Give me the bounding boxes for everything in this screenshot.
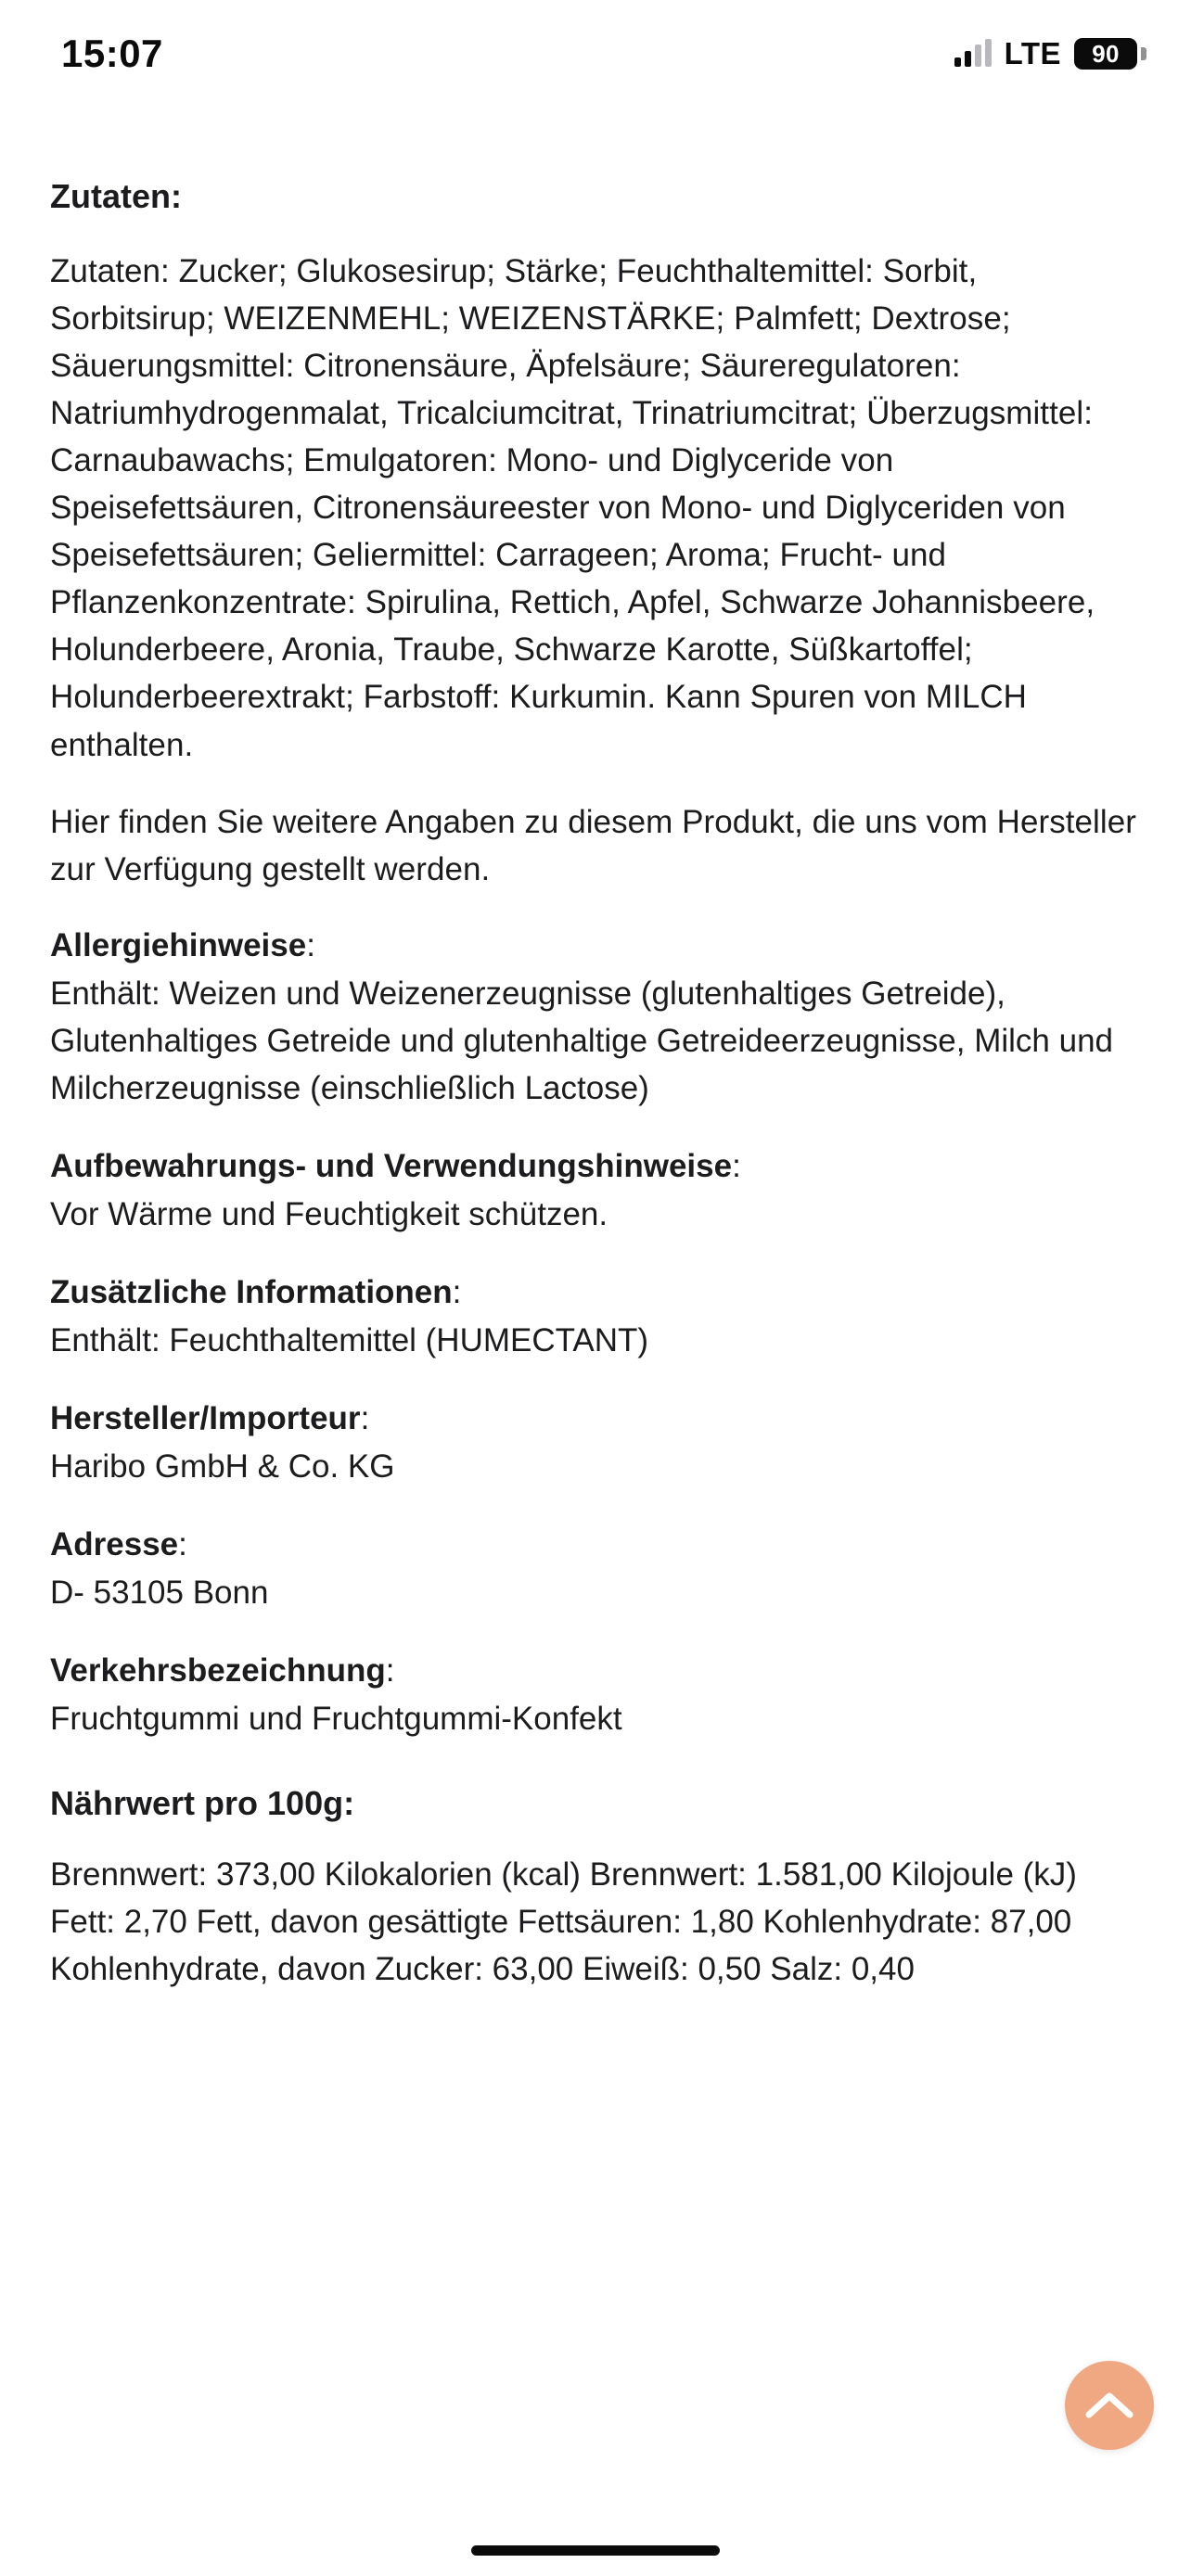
battery-icon	[1074, 38, 1137, 70]
info-block-hersteller-importeur	[50, 1396, 1141, 1490]
info-block-body: Enthält: Feuchthaltemittel (HUMECTANT)	[50, 1322, 649, 1359]
info-block-body: Vor Wärme und Feuchtigkeit schützen.	[50, 1196, 608, 1233]
info-block-allergiehinweise	[50, 923, 1141, 1112]
info-block-title: Verkehrsbezeichnung:	[50, 1652, 395, 1690]
info-block-adresse	[50, 1522, 1141, 1616]
info-block-title: Hersteller/Importeur:	[50, 1400, 370, 1437]
info-block-title: Adresse:	[50, 1526, 187, 1563]
colon-separator: :	[452, 1274, 462, 1311]
info-block-aufbewahrungs-und-verwendungshinweise	[50, 1143, 1141, 1238]
chevron-up-icon	[1084, 2390, 1134, 2421]
info-block-body: D- 53105 Bonn	[50, 1575, 269, 1612]
status-bar-indicators	[954, 31, 1137, 71]
scroll-to-top-button[interactable]	[1065, 2361, 1154, 2450]
home-indicator[interactable]	[471, 2545, 720, 2556]
status-bar-time: 15:07	[61, 32, 163, 75]
network-type-label: LTE	[1004, 36, 1061, 70]
info-block-body: Fruchtgummi und Fruchtgummi-Konfekt	[50, 1701, 622, 1738]
colon-separator: :	[360, 1400, 370, 1437]
info-block-title: Aufbewahrungs- und Verwendungshinweise:	[50, 1148, 741, 1185]
colon-separator: :	[306, 926, 315, 963]
info-block-body: Haribo GmbH & Co. KG	[50, 1448, 395, 1486]
status-bar	[0, 0, 1191, 102]
signal-bars-icon	[954, 41, 992, 67]
ingredients-paragraph: Zutaten: Zucker; Glukosesirup; Stärke; Feuchthaltemittel: Sorbit, Sorbitsirup; WEIZENMEHL; WEIZENSTÄRKE; Palmfett; Dextrose; Säuerungsmittel: Citronensäure, Äpfelsäure; Säureregulatoren: Natriumhydrogenmalat, Tricalciumcitrat, Trinatriumcitrat; Überzugsmittel: Carnaubawachs; Emulgatoren: Mono- und Diglyceride von Speisefettsäuren, Citronensäureester von Mono- und Diglyceriden von Speisefettsäuren; Geliermittel: Carrageen; Aroma; Frucht- und Pflanzenkonzentrate: Spirulina, Rettich, Apfel, Schwarze Johannisbeere, Holunderbeere, Aronia, Traube, Schwarze Karotte, Süßkartoffel; Holunderbeerextrakt; Farbstoff: Kurkumin. Kann Spuren von MILCH enthalten.	[50, 252, 1095, 763]
product-details-content	[0, 102, 1191, 1993]
info-block-zusaetzliche-informationen	[50, 1269, 1141, 1364]
manufacturer-note-paragraph: Hier finden Sie weitere Angaben zu diesem Produkt, die uns vom Hersteller zur Verfügung gestellt werden.	[50, 803, 1136, 887]
colon-separator: :	[385, 1652, 395, 1690]
nutrition-values: Brennwert: 373,00 Kilokalorien (kcal) Brennwert: 1.581,00 Kilojoule (kJ) Fett: 2,70 Fett, davon gesättigte Fettsäuren: 1,80 Kohlenhydrate: 87,00 Kohlenhydrate, davon Zucker: 63,00 Eiweiß: 0,50 Salz: 0,40	[50, 1855, 1077, 1987]
info-block-title: Allergiehinweise:	[50, 926, 315, 963]
info-block-body: Enthält: Weizen und Weizenerzeugnisse (glutenhaltiges Getreide), Glutenhaltiges Getreide und glutenhaltige Getreideerzeugnisse, Milch und Milcherzeugnisse (einschließlich Lactose)	[50, 975, 1113, 1106]
page-title: Zutaten:	[50, 177, 182, 215]
info-block-verkehrsbezeichnung	[50, 1648, 1141, 1742]
colon-separator: :	[732, 1148, 741, 1185]
battery-level-label: 90	[1092, 39, 1120, 68]
info-block-title: Zusätzliche Informationen:	[50, 1274, 462, 1311]
nutrition-heading: Nährwert pro 100g:	[50, 1783, 355, 1822]
colon-separator: :	[178, 1526, 187, 1563]
